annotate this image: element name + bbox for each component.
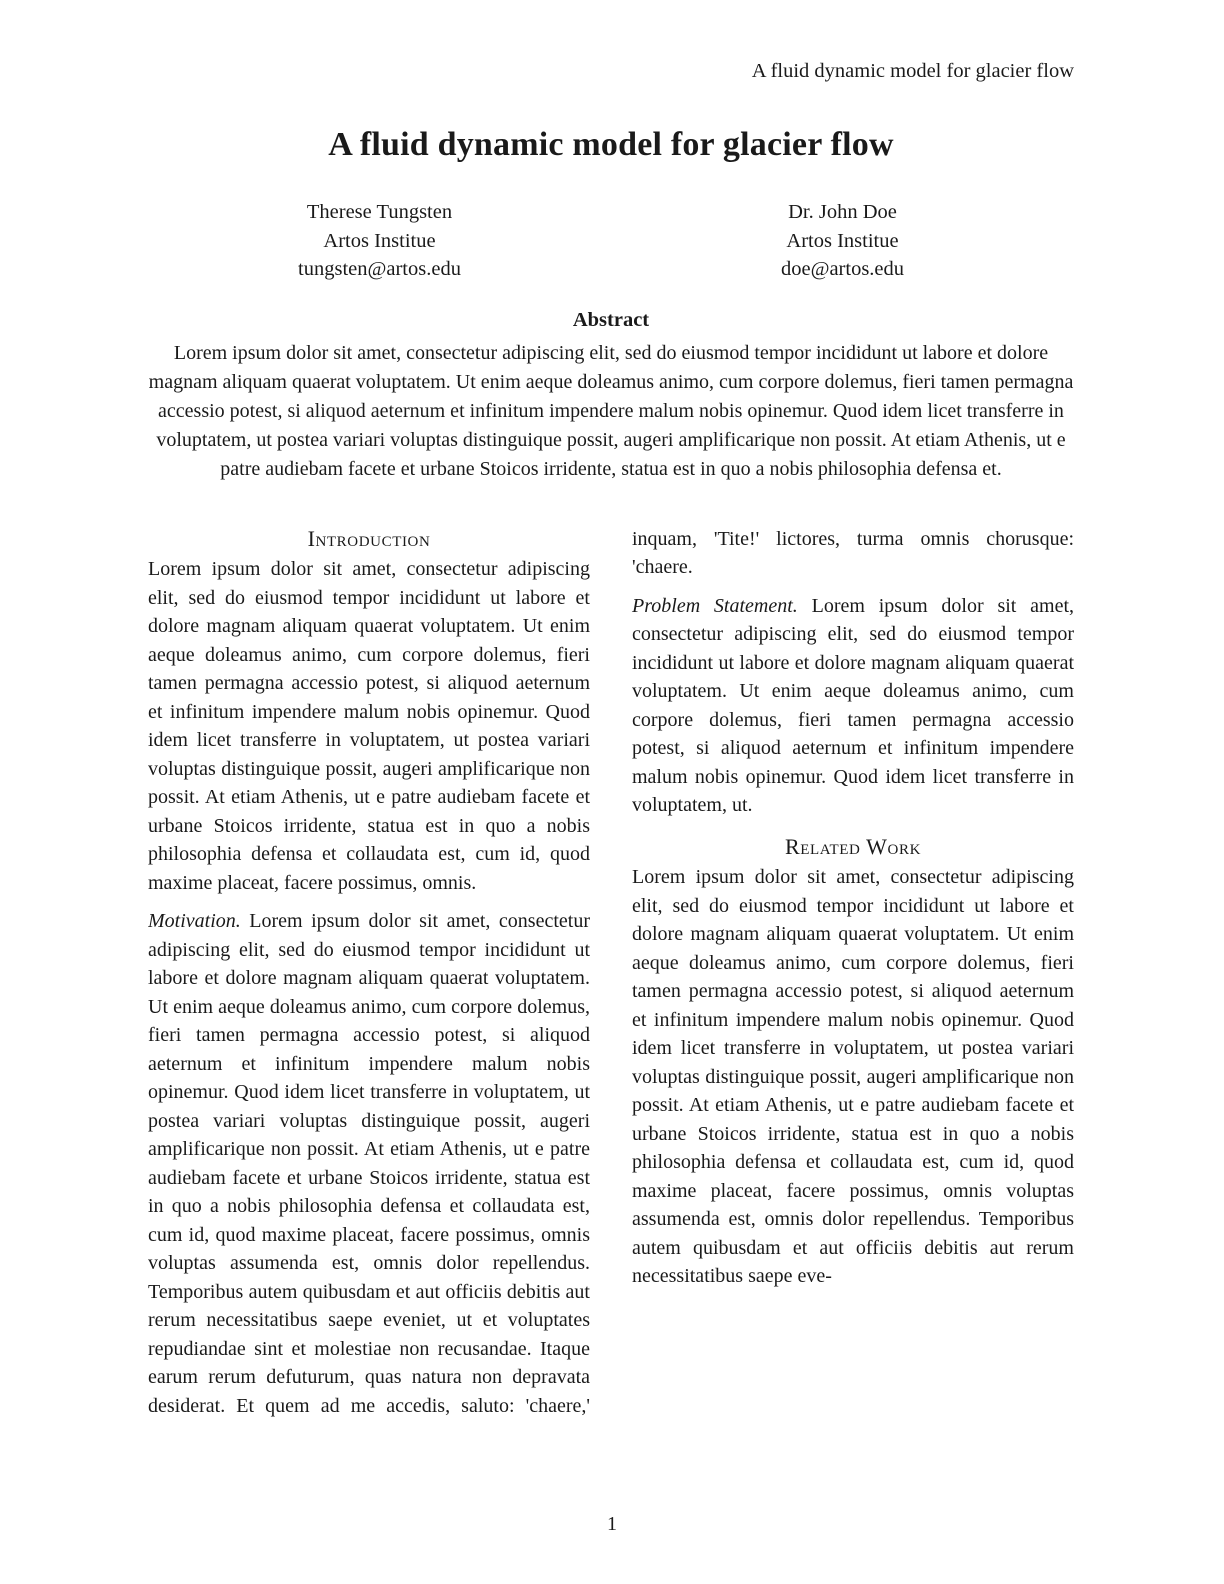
abstract-heading: Abstract — [572, 308, 650, 331]
author-card — [148, 198, 611, 284]
author-name: Therese Tungsten — [306, 201, 453, 223]
introduction-paragraph: Lorem ipsum dolor sit amet, consectetur adipiscing elit, sed do eiusmod tempor incididunt ut labore et dolore magnam aliquam quaerat voluptatem. Ut enim aeque doleamus animo, cum corpore dolemus, fieri tamen permagna accessio potest, si aliquod aeternum et infinitum impendere malum nobis opinemur. Quod idem licet transferre in voluptatem, ut postea variari voluptas distinguique possit, augeri amplificarique non possit. At etiam Athenis, ut e patre audiebam facete et urbane Stoicos irridente, statua est in quo a nobis philosophia defensa et collaudata est, cum id, quod maxime placeat, facere possimus, omnis. — [148, 558, 590, 894]
paper-title: A fluid dynamic model for glacier flow — [328, 126, 894, 163]
problem-statement-run-in-heading: Problem Statement. — [632, 594, 798, 617]
author-email: doe@artos.edu — [780, 258, 905, 280]
motivation-run-in-heading: Motivation. — [148, 910, 241, 932]
body-columns — [148, 525, 1074, 1422]
author-card — [611, 198, 1074, 284]
motivation-text: Lorem ipsum dolor sit amet, consectetur adipiscing elit, sed do eiusmod tempor incididunt ut labore et dolore magnam aliquam quaerat voluptatem. Ut enim aeque doleamus animo, cum corpore dolemus, fieri tamen permagna accessio potest, si aliquod aeternum et infinitum impendere malum nobis opinemur. Quod idem licet transferre in voluptatem, ut postea variari voluptas distinguique possit, augeri amplificarique non possit. At etiam Athenis, ut e patre audiebam facete et urbane Stoicos irridente, statua est in quo a nobis philosophia defensa et collaudata est, cum id, quod maxime placeat, facere possimus, omnis voluptas assumenda est, omnis dolor repellendus. Temporibus autem quibusdam et aut officiis debitis aut rerum necessitatibus saepe eveniet, ut et voluptates repudiandae sint et molestiae non recusandae. Itaque earum rerum defuturum, quas natura non depravata desiderat. Et quem ad me accedis, saluto: 'chaere,' inquam, 'Tite!' lictores, turma omnis chorusque: 'chaere. — [148, 527, 1074, 1417]
abstract-text: Lorem ipsum dolor sit amet, consectetur adipiscing elit, sed do eiusmod tempor incididunt ut labore et dolore magnam aliquam quaerat voluptatem. Ut enim aeque doleamus animo, cum corpore dolemus, fieri tamen permagna accessio potest, si aliquod aeternum et infinitum impendere malum nobis opinemur. Quod idem licet transferre in voluptatem, ut postea variari voluptas distinguique possit, augeri amplificarique non possit. At etiam Athenis, ut e patre audiebam facete et urbane Stoicos irridente, statua est in quo a nobis philosophia defensa et. — [148, 341, 1074, 480]
author-affiliation: Artos Institue — [323, 229, 436, 252]
section-heading-introduction: Introduction — [307, 525, 431, 551]
author-affiliation: Artos Institue — [786, 229, 899, 252]
author-name: Dr. John Doe — [788, 201, 897, 223]
problem-statement-text: Lorem ipsum dolor sit amet, consectetur adipiscing elit, sed do eiusmod tempor incididunt ut labore et dolore magnam aliquam quaerat voluptatem. Ut enim aeque doleamus animo, cum corpore dolemus, fieri tamen permagna accessio potest, si aliquod aeternum et infinitum impendere malum nobis opinemur. Quod idem licet transferre in voluptatem, ut. — [632, 594, 1074, 816]
page-number: 1 — [607, 1513, 617, 1535]
author-block — [148, 198, 1074, 284]
section-heading-related-work: Related Work — [784, 833, 922, 859]
problem-statement-paragraph — [632, 592, 1074, 820]
abstract-section — [148, 309, 1074, 484]
author-email: tungsten@artos.edu — [298, 258, 461, 280]
related-work-paragraph: Lorem ipsum dolor sit amet, consectetur adipiscing elit, sed do eiusmod tempor incididunt ut labore et dolore magnam aliquam quaerat voluptatem. Ut enim aeque doleamus animo, cum corpore dolemus, fieri tamen permagna accessio potest, si aliquod aeternum et infinitum impendere malum nobis opinemur. Quod idem licet transferre in voluptatem, ut postea variari voluptas distinguique possit, augeri amplificarique non possit. At etiam Athenis, ut e patre audiebam facete et urbane Stoicos irridente, statua est in quo a nobis philosophia defensa et collaudata est, cum id, quod maxime placeat, facere possimus, omnis voluptas assumenda est, omnis dolor repellendus. Temporibus autem quibusdam et aut officiis debitis aut rerum necessitatibus saepe eve- — [632, 866, 1074, 1287]
running-header: A fluid dynamic model for glacier flow — [751, 60, 1074, 82]
